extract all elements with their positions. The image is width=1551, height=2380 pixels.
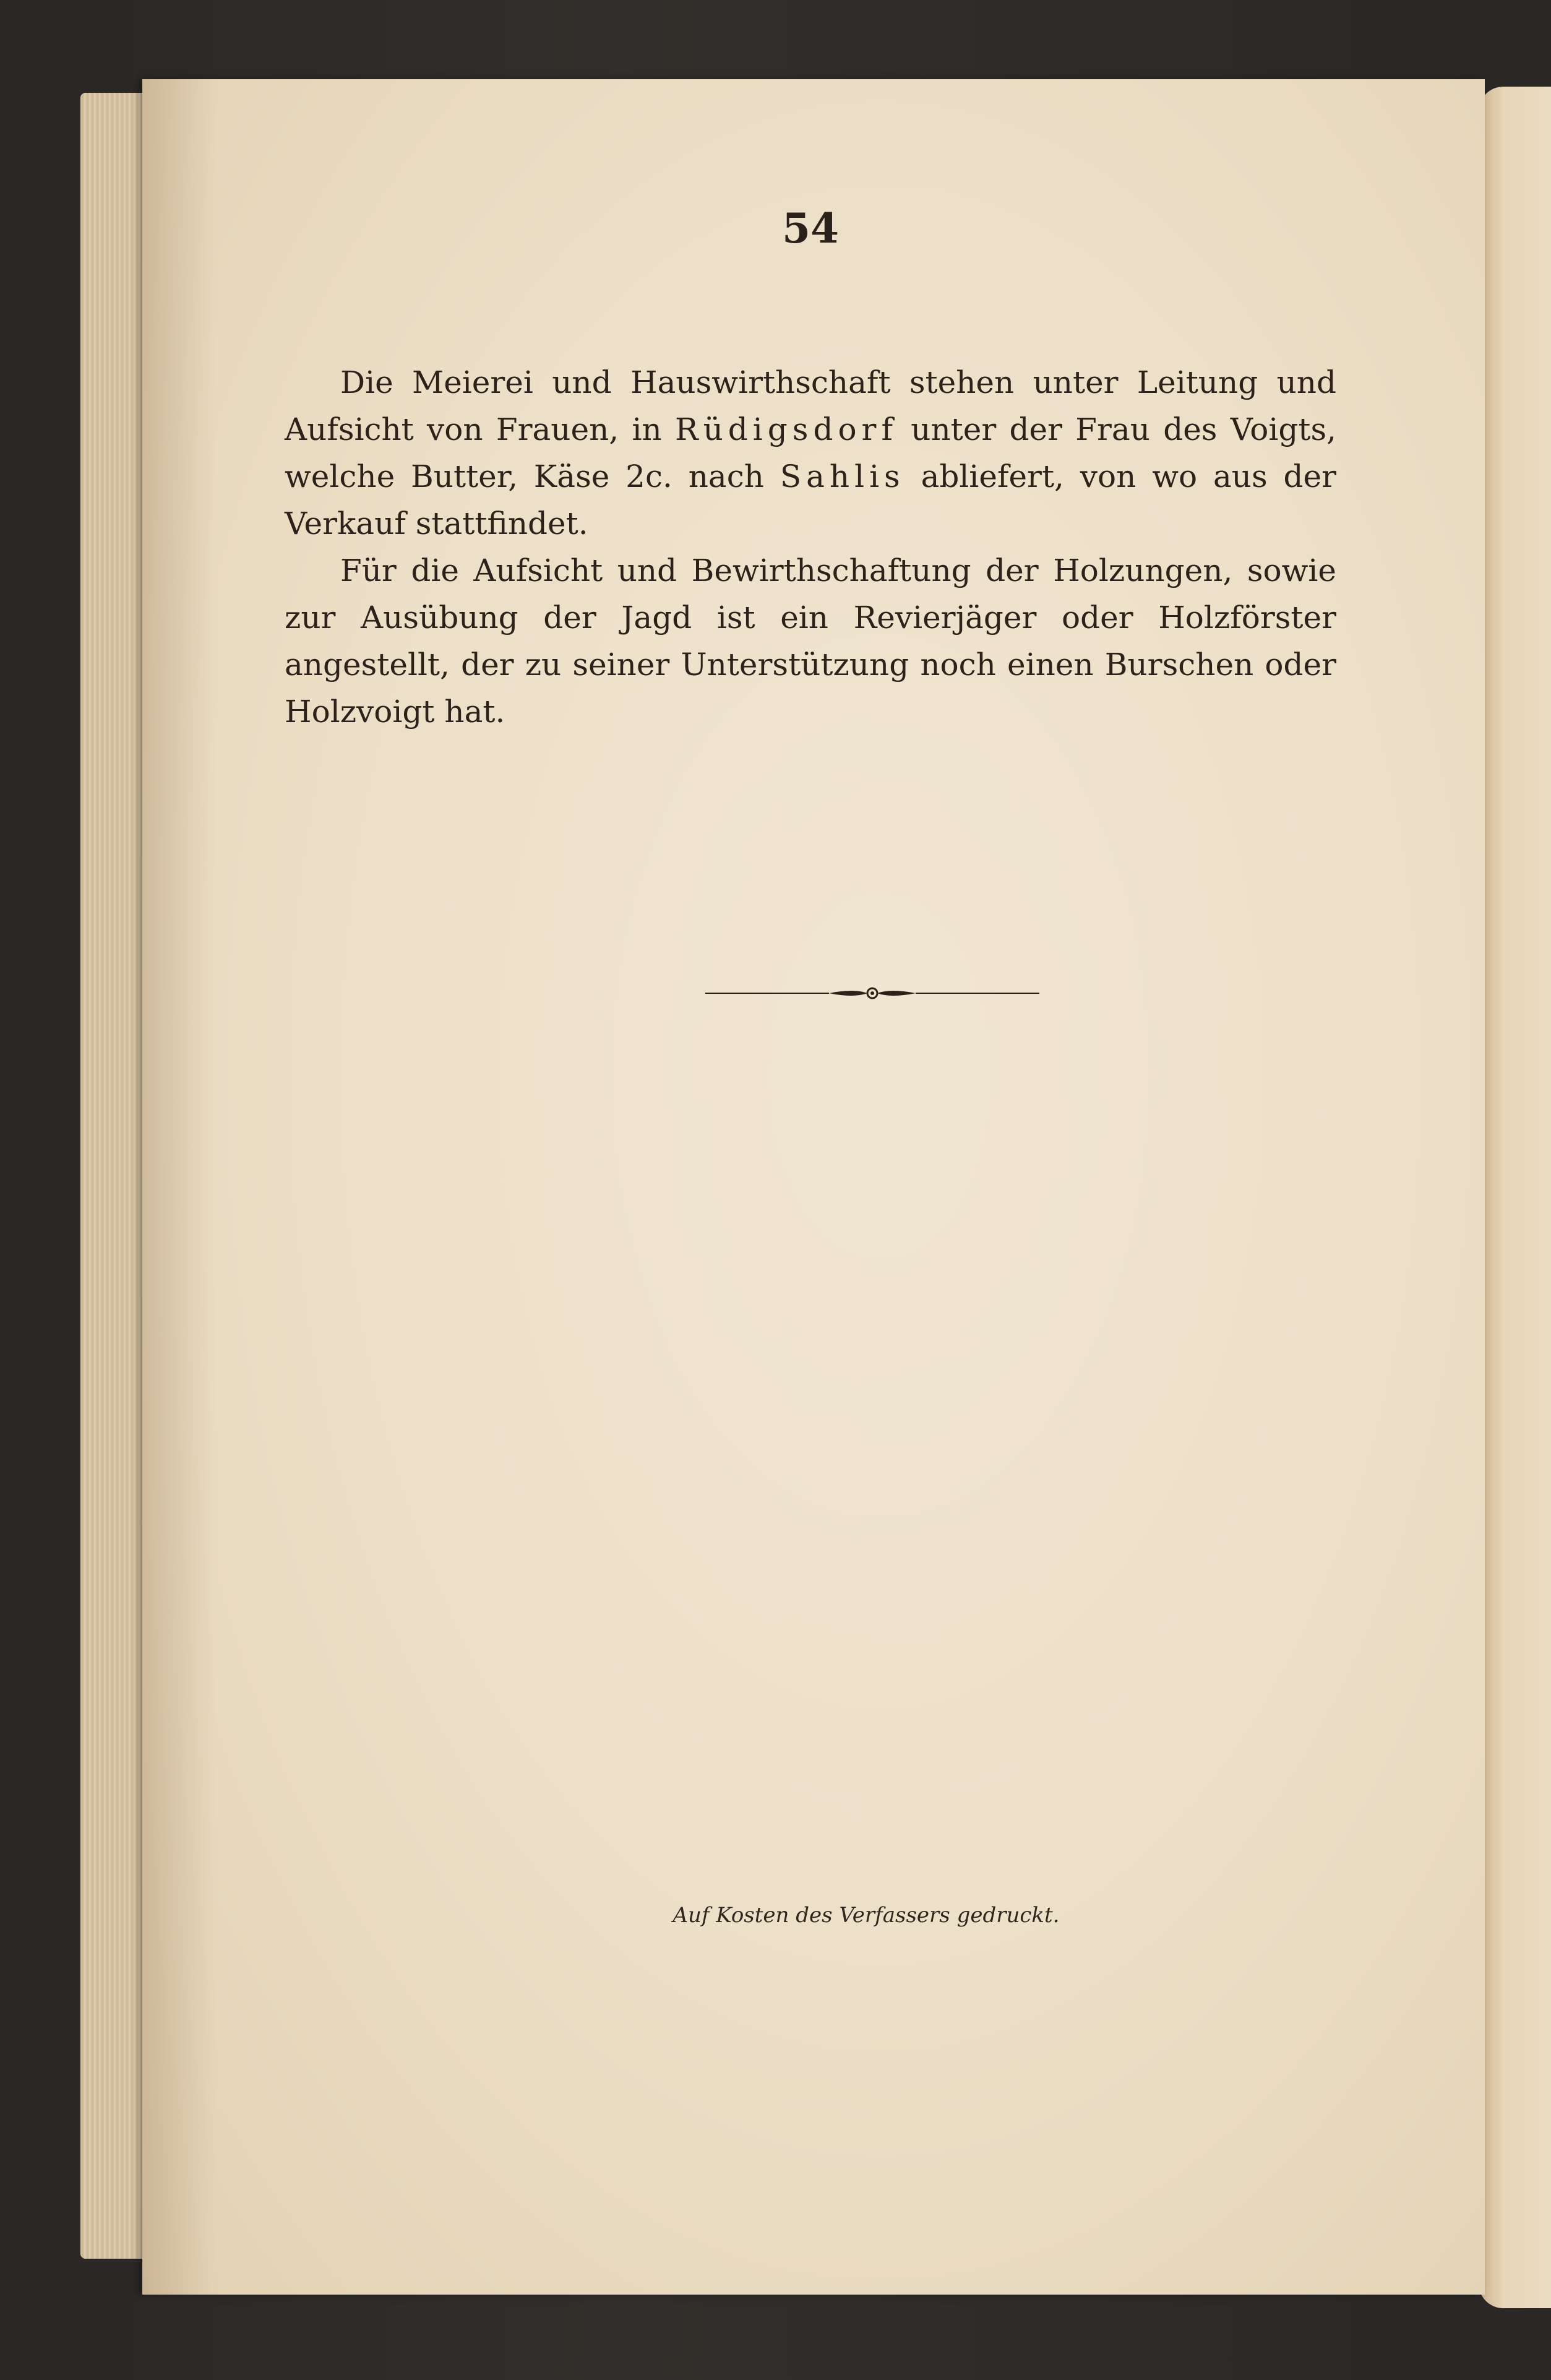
paragraph-1-segment: unter der Frau des Voigts, welche Butter, Käse 2c. nach — [285, 412, 1336, 494]
paragraph-2-segment: Für die Aufsicht und Bewirthschaftung der Holzungen, sowie zur Ausübung der Jagd ist ein Revierjäger oder Holzförster angestellt, der zu seiner Unterstützung noch einen Burschen oder Holzvoigt hat. — [285, 553, 1336, 730]
paragraph-2 — [285, 547, 1336, 735]
gutter-shade — [142, 79, 217, 2295]
page-number: 54 — [782, 204, 839, 252]
ornament-divider — [705, 981, 1039, 1006]
facing-page-edge — [1479, 87, 1551, 2308]
place-name-ruedigsdorf: Rüdigsdorf — [674, 412, 898, 447]
paragraph-1-segment: Die Meierei und Hauswirthschaft stehen unter Leitung und Aufsicht von Frauen, in — [285, 364, 1336, 447]
place-name-sahlis: Sahlis — [780, 459, 905, 494]
paragraph-1 — [285, 359, 1336, 547]
paragraph-1-segment: abliefert, von wo aus der Verkauf stattfindet. — [285, 459, 1336, 541]
body-text — [285, 359, 1336, 735]
printer-note: Auf Kosten des Verfassers gedruckt. — [672, 1903, 1060, 1928]
